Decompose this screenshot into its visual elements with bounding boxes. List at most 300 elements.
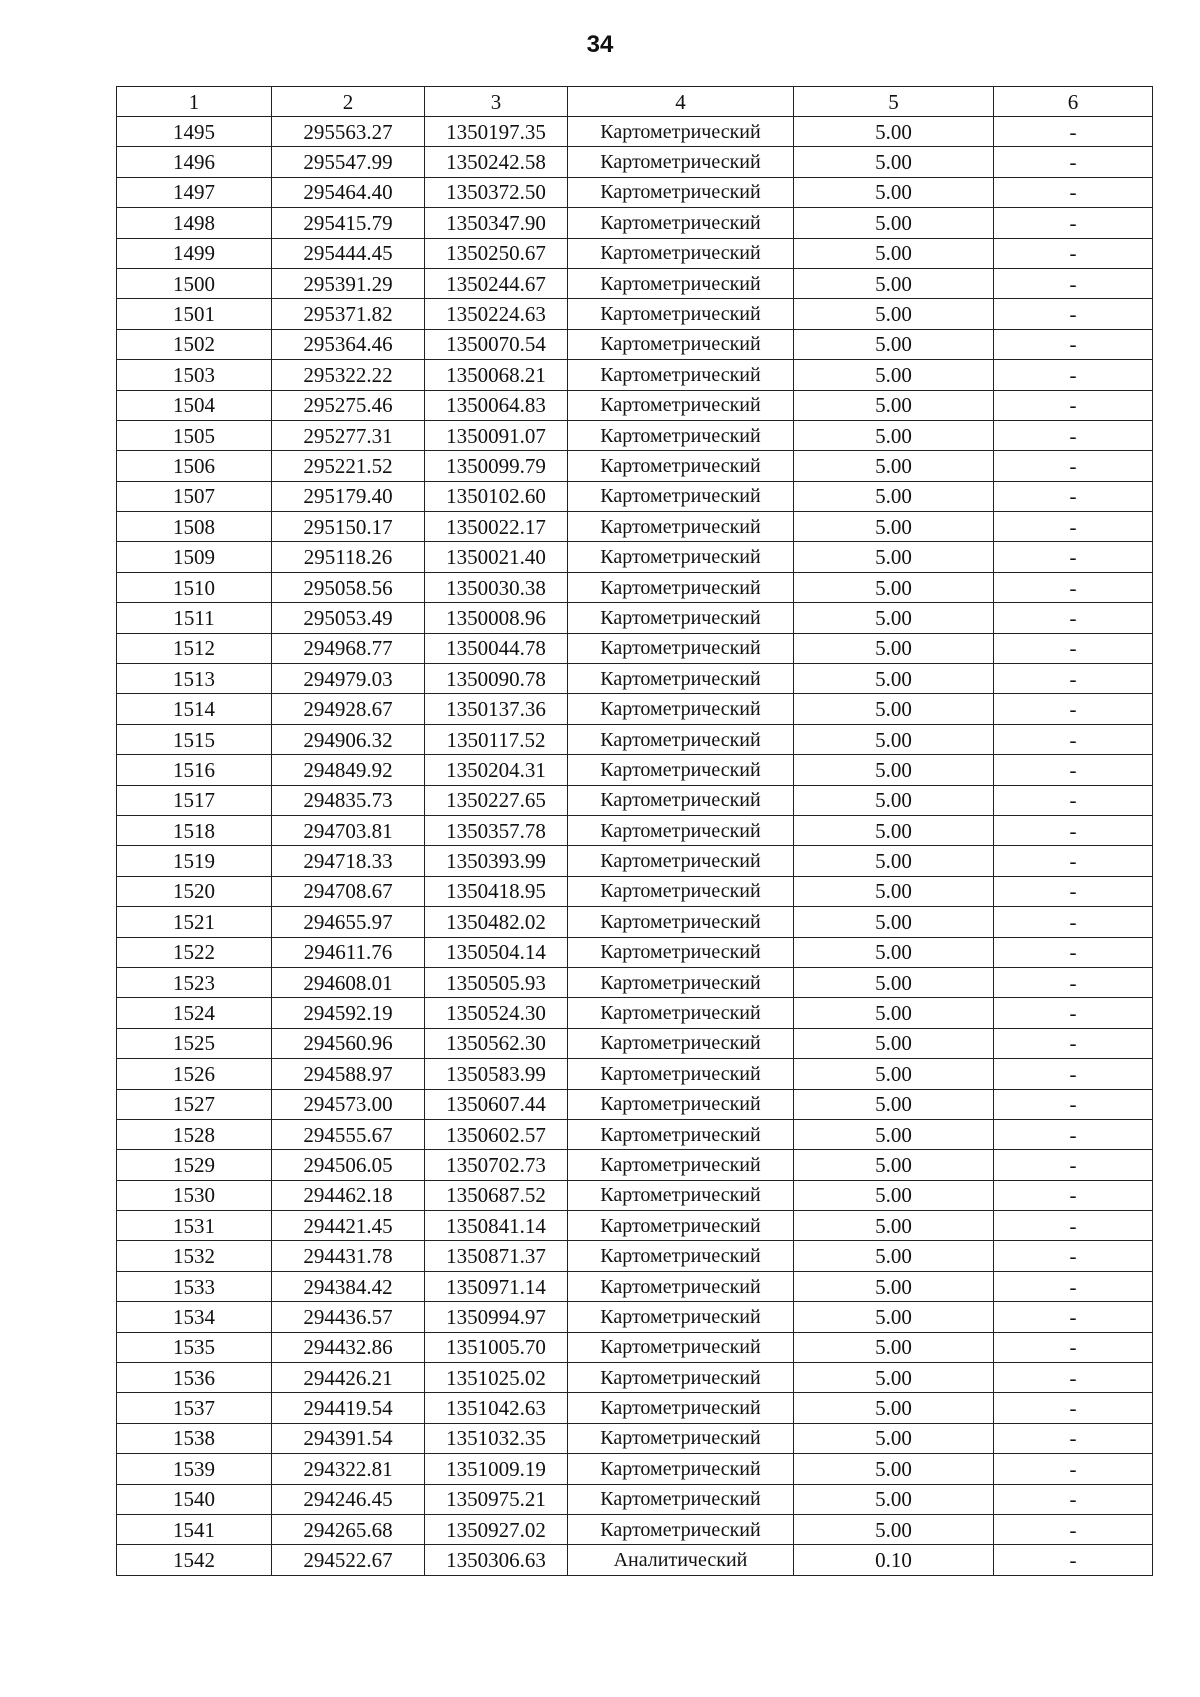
y-coordinate-cell: 1350583.99 bbox=[425, 1059, 568, 1089]
x-coordinate-cell: 294592.19 bbox=[272, 998, 425, 1028]
table-row bbox=[117, 1211, 1153, 1241]
y-coordinate-cell: 1350927.02 bbox=[425, 1514, 568, 1544]
x-coordinate-cell: 295322.22 bbox=[272, 360, 425, 390]
description-cell: - bbox=[994, 208, 1153, 238]
y-coordinate-cell: 1350357.78 bbox=[425, 815, 568, 845]
y-coordinate-cell: 1351005.70 bbox=[425, 1332, 568, 1362]
table-row bbox=[117, 390, 1153, 420]
method-cell: Картометрический bbox=[568, 329, 794, 359]
table-row bbox=[117, 1059, 1153, 1089]
method-cell: Картометрический bbox=[568, 1302, 794, 1332]
y-coordinate-cell: 1350607.44 bbox=[425, 1089, 568, 1119]
accuracy-cell: 5.00 bbox=[794, 1241, 994, 1271]
accuracy-cell: 5.00 bbox=[794, 1180, 994, 1210]
method-cell: Картометрический bbox=[568, 1211, 794, 1241]
table-row bbox=[117, 420, 1153, 450]
point-number-cell: 1520 bbox=[117, 876, 272, 906]
description-cell: - bbox=[994, 724, 1153, 754]
description-cell: - bbox=[994, 1393, 1153, 1423]
description-cell: - bbox=[994, 1332, 1153, 1362]
y-coordinate-cell: 1350504.14 bbox=[425, 937, 568, 967]
y-coordinate-cell: 1350090.78 bbox=[425, 664, 568, 694]
table-row bbox=[117, 907, 1153, 937]
point-number-cell: 1519 bbox=[117, 846, 272, 876]
description-cell: - bbox=[994, 815, 1153, 845]
method-cell: Картометрический bbox=[568, 208, 794, 238]
table-row bbox=[117, 998, 1153, 1028]
accuracy-cell: 5.00 bbox=[794, 1089, 994, 1119]
table-row bbox=[117, 1241, 1153, 1271]
description-cell: - bbox=[994, 1059, 1153, 1089]
description-cell: - bbox=[994, 967, 1153, 997]
description-cell: - bbox=[994, 846, 1153, 876]
point-number-cell: 1526 bbox=[117, 1059, 272, 1089]
y-coordinate-cell: 1350204.31 bbox=[425, 755, 568, 785]
description-cell: - bbox=[994, 694, 1153, 724]
point-number-cell: 1496 bbox=[117, 147, 272, 177]
table-row bbox=[117, 451, 1153, 481]
table-row bbox=[117, 238, 1153, 268]
table-row bbox=[117, 1150, 1153, 1180]
accuracy-cell: 5.00 bbox=[794, 815, 994, 845]
description-cell: - bbox=[994, 1302, 1153, 1332]
x-coordinate-cell: 294928.67 bbox=[272, 694, 425, 724]
column-header: 2 bbox=[272, 87, 425, 117]
table-row bbox=[117, 1545, 1153, 1575]
accuracy-cell: 5.00 bbox=[794, 238, 994, 268]
method-cell: Картометрический bbox=[568, 876, 794, 906]
point-number-cell: 1529 bbox=[117, 1150, 272, 1180]
y-coordinate-cell: 1350117.52 bbox=[425, 724, 568, 754]
y-coordinate-cell: 1350482.02 bbox=[425, 907, 568, 937]
x-coordinate-cell: 294436.57 bbox=[272, 1302, 425, 1332]
description-cell: - bbox=[994, 1514, 1153, 1544]
accuracy-cell: 5.00 bbox=[794, 177, 994, 207]
method-cell: Картометрический bbox=[568, 937, 794, 967]
x-coordinate-cell: 294979.03 bbox=[272, 664, 425, 694]
x-coordinate-cell: 295179.40 bbox=[272, 481, 425, 511]
table-row bbox=[117, 603, 1153, 633]
point-number-cell: 1505 bbox=[117, 420, 272, 450]
table-row bbox=[117, 694, 1153, 724]
x-coordinate-cell: 294462.18 bbox=[272, 1180, 425, 1210]
method-cell: Картометрический bbox=[568, 1423, 794, 1453]
table-row bbox=[117, 1271, 1153, 1301]
x-coordinate-cell: 294573.00 bbox=[272, 1089, 425, 1119]
point-number-cell: 1531 bbox=[117, 1211, 272, 1241]
accuracy-cell: 5.00 bbox=[794, 299, 994, 329]
point-number-cell: 1504 bbox=[117, 390, 272, 420]
x-coordinate-cell: 294522.67 bbox=[272, 1545, 425, 1575]
x-coordinate-cell: 294419.54 bbox=[272, 1393, 425, 1423]
y-coordinate-cell: 1350250.67 bbox=[425, 238, 568, 268]
accuracy-cell: 5.00 bbox=[794, 785, 994, 815]
description-cell: - bbox=[994, 147, 1153, 177]
description-cell: - bbox=[994, 390, 1153, 420]
method-cell: Картометрический bbox=[568, 1332, 794, 1362]
x-coordinate-cell: 294506.05 bbox=[272, 1150, 425, 1180]
method-cell: Картометрический bbox=[568, 694, 794, 724]
point-number-cell: 1534 bbox=[117, 1302, 272, 1332]
column-header: 4 bbox=[568, 87, 794, 117]
method-cell: Картометрический bbox=[568, 360, 794, 390]
page-number: 34 bbox=[586, 31, 614, 58]
table-row bbox=[117, 1180, 1153, 1210]
y-coordinate-cell: 1350347.90 bbox=[425, 208, 568, 238]
x-coordinate-cell: 294560.96 bbox=[272, 1028, 425, 1058]
x-coordinate-cell: 295221.52 bbox=[272, 451, 425, 481]
description-cell: - bbox=[994, 785, 1153, 815]
point-number-cell: 1530 bbox=[117, 1180, 272, 1210]
x-coordinate-cell: 294384.42 bbox=[272, 1271, 425, 1301]
accuracy-cell: 5.00 bbox=[794, 1271, 994, 1301]
table-row bbox=[117, 1302, 1153, 1332]
point-number-cell: 1506 bbox=[117, 451, 272, 481]
method-cell: Картометрический bbox=[568, 633, 794, 663]
table-row bbox=[117, 1028, 1153, 1058]
method-cell: Картометрический bbox=[568, 268, 794, 298]
description-cell: - bbox=[994, 1545, 1153, 1575]
description-cell: - bbox=[994, 664, 1153, 694]
method-cell: Картометрический bbox=[568, 1271, 794, 1301]
description-cell: - bbox=[994, 299, 1153, 329]
point-number-cell: 1507 bbox=[117, 481, 272, 511]
table-row bbox=[117, 1363, 1153, 1393]
table-body bbox=[117, 117, 1153, 1576]
point-number-cell: 1539 bbox=[117, 1454, 272, 1484]
y-coordinate-cell: 1350602.57 bbox=[425, 1119, 568, 1149]
y-coordinate-cell: 1350099.79 bbox=[425, 451, 568, 481]
description-cell: - bbox=[994, 117, 1153, 147]
point-number-cell: 1535 bbox=[117, 1332, 272, 1362]
y-coordinate-cell: 1351032.35 bbox=[425, 1423, 568, 1453]
accuracy-cell: 5.00 bbox=[794, 451, 994, 481]
accuracy-cell: 5.00 bbox=[794, 1332, 994, 1362]
method-cell: Картометрический bbox=[568, 238, 794, 268]
accuracy-cell: 5.00 bbox=[794, 512, 994, 542]
x-coordinate-cell: 295150.17 bbox=[272, 512, 425, 542]
y-coordinate-cell: 1350994.97 bbox=[425, 1302, 568, 1332]
description-cell: - bbox=[994, 755, 1153, 785]
description-cell: - bbox=[994, 1454, 1153, 1484]
y-coordinate-cell: 1350975.21 bbox=[425, 1484, 568, 1514]
accuracy-cell: 5.00 bbox=[794, 937, 994, 967]
accuracy-cell: 5.00 bbox=[794, 360, 994, 390]
column-header: 6 bbox=[994, 87, 1153, 117]
accuracy-cell: 5.00 bbox=[794, 907, 994, 937]
y-coordinate-cell: 1350064.83 bbox=[425, 390, 568, 420]
point-number-cell: 1517 bbox=[117, 785, 272, 815]
point-number-cell: 1533 bbox=[117, 1271, 272, 1301]
table-row bbox=[117, 664, 1153, 694]
point-number-cell: 1500 bbox=[117, 268, 272, 298]
point-number-cell: 1541 bbox=[117, 1514, 272, 1544]
point-number-cell: 1497 bbox=[117, 177, 272, 207]
point-number-cell: 1512 bbox=[117, 633, 272, 663]
method-cell: Картометрический bbox=[568, 1363, 794, 1393]
accuracy-cell: 5.00 bbox=[794, 390, 994, 420]
point-number-cell: 1508 bbox=[117, 512, 272, 542]
table-row bbox=[117, 360, 1153, 390]
x-coordinate-cell: 295118.26 bbox=[272, 542, 425, 572]
x-coordinate-cell: 294391.54 bbox=[272, 1423, 425, 1453]
accuracy-cell: 5.00 bbox=[794, 967, 994, 997]
header-row bbox=[117, 87, 1153, 117]
point-number-cell: 1509 bbox=[117, 542, 272, 572]
description-cell: - bbox=[994, 512, 1153, 542]
method-cell: Картометрический bbox=[568, 1514, 794, 1544]
x-coordinate-cell: 295371.82 bbox=[272, 299, 425, 329]
point-number-cell: 1498 bbox=[117, 208, 272, 238]
accuracy-cell: 5.00 bbox=[794, 633, 994, 663]
y-coordinate-cell: 1350372.50 bbox=[425, 177, 568, 207]
method-cell: Картометрический bbox=[568, 147, 794, 177]
point-number-cell: 1502 bbox=[117, 329, 272, 359]
method-cell: Картометрический bbox=[568, 177, 794, 207]
y-coordinate-cell: 1350702.73 bbox=[425, 1150, 568, 1180]
table-row bbox=[117, 117, 1153, 147]
method-cell: Картометрический bbox=[568, 1393, 794, 1423]
point-number-cell: 1521 bbox=[117, 907, 272, 937]
accuracy-cell: 5.00 bbox=[794, 1211, 994, 1241]
description-cell: - bbox=[994, 1484, 1153, 1514]
y-coordinate-cell: 1350242.58 bbox=[425, 147, 568, 177]
method-cell: Картометрический bbox=[568, 755, 794, 785]
y-coordinate-cell: 1350044.78 bbox=[425, 633, 568, 663]
description-cell: - bbox=[994, 481, 1153, 511]
table-row bbox=[117, 177, 1153, 207]
point-number-cell: 1522 bbox=[117, 937, 272, 967]
y-coordinate-cell: 1350070.54 bbox=[425, 329, 568, 359]
description-cell: - bbox=[994, 420, 1153, 450]
y-coordinate-cell: 1350008.96 bbox=[425, 603, 568, 633]
x-coordinate-cell: 295053.49 bbox=[272, 603, 425, 633]
description-cell: - bbox=[994, 876, 1153, 906]
point-number-cell: 1540 bbox=[117, 1484, 272, 1514]
table-row bbox=[117, 481, 1153, 511]
x-coordinate-cell: 294906.32 bbox=[272, 724, 425, 754]
x-coordinate-cell: 294703.81 bbox=[272, 815, 425, 845]
x-coordinate-cell: 294431.78 bbox=[272, 1241, 425, 1271]
table-row bbox=[117, 512, 1153, 542]
x-coordinate-cell: 294265.68 bbox=[272, 1514, 425, 1544]
method-cell: Картометрический bbox=[568, 420, 794, 450]
point-number-cell: 1499 bbox=[117, 238, 272, 268]
point-number-cell: 1516 bbox=[117, 755, 272, 785]
table-row bbox=[117, 785, 1153, 815]
table-row bbox=[117, 755, 1153, 785]
description-cell: - bbox=[994, 603, 1153, 633]
y-coordinate-cell: 1350971.14 bbox=[425, 1271, 568, 1301]
point-number-cell: 1524 bbox=[117, 998, 272, 1028]
y-coordinate-cell: 1350022.17 bbox=[425, 512, 568, 542]
accuracy-cell: 5.00 bbox=[794, 1454, 994, 1484]
method-cell: Картометрический bbox=[568, 907, 794, 937]
x-coordinate-cell: 295563.27 bbox=[272, 117, 425, 147]
y-coordinate-cell: 1350091.07 bbox=[425, 420, 568, 450]
y-coordinate-cell: 1351025.02 bbox=[425, 1363, 568, 1393]
method-cell: Картометрический bbox=[568, 390, 794, 420]
method-cell: Картометрический bbox=[568, 967, 794, 997]
table-row bbox=[117, 633, 1153, 663]
accuracy-cell: 5.00 bbox=[794, 420, 994, 450]
accuracy-cell: 5.00 bbox=[794, 117, 994, 147]
description-cell: - bbox=[994, 268, 1153, 298]
y-coordinate-cell: 1350524.30 bbox=[425, 998, 568, 1028]
method-cell: Картометрический bbox=[568, 299, 794, 329]
accuracy-cell: 5.00 bbox=[794, 603, 994, 633]
point-number-cell: 1513 bbox=[117, 664, 272, 694]
table-row bbox=[117, 1484, 1153, 1514]
point-number-cell: 1525 bbox=[117, 1028, 272, 1058]
y-coordinate-cell: 1350871.37 bbox=[425, 1241, 568, 1271]
x-coordinate-cell: 295364.46 bbox=[272, 329, 425, 359]
description-cell: - bbox=[994, 907, 1153, 937]
description-cell: - bbox=[994, 1150, 1153, 1180]
accuracy-cell: 5.00 bbox=[794, 724, 994, 754]
y-coordinate-cell: 1350306.63 bbox=[425, 1545, 568, 1575]
x-coordinate-cell: 294835.73 bbox=[272, 785, 425, 815]
x-coordinate-cell: 294588.97 bbox=[272, 1059, 425, 1089]
x-coordinate-cell: 295464.40 bbox=[272, 177, 425, 207]
x-coordinate-cell: 295275.46 bbox=[272, 390, 425, 420]
description-cell: - bbox=[994, 1271, 1153, 1301]
method-cell: Картометрический bbox=[568, 1454, 794, 1484]
y-coordinate-cell: 1351042.63 bbox=[425, 1393, 568, 1423]
accuracy-cell: 5.00 bbox=[794, 1150, 994, 1180]
table-row bbox=[117, 967, 1153, 997]
description-cell: - bbox=[994, 329, 1153, 359]
description-cell: - bbox=[994, 451, 1153, 481]
x-coordinate-cell: 294718.33 bbox=[272, 846, 425, 876]
table-row bbox=[117, 937, 1153, 967]
y-coordinate-cell: 1350137.36 bbox=[425, 694, 568, 724]
y-coordinate-cell: 1350562.30 bbox=[425, 1028, 568, 1058]
y-coordinate-cell: 1350068.21 bbox=[425, 360, 568, 390]
table-row bbox=[117, 815, 1153, 845]
point-number-cell: 1501 bbox=[117, 299, 272, 329]
method-cell: Картометрический bbox=[568, 724, 794, 754]
y-coordinate-cell: 1351009.19 bbox=[425, 1454, 568, 1484]
description-cell: - bbox=[994, 1180, 1153, 1210]
method-cell: Картометрический bbox=[568, 998, 794, 1028]
table-row bbox=[117, 846, 1153, 876]
coordinates-table bbox=[116, 86, 1153, 1576]
y-coordinate-cell: 1350393.99 bbox=[425, 846, 568, 876]
column-header: 3 bbox=[425, 87, 568, 117]
method-cell: Картометрический bbox=[568, 542, 794, 572]
y-coordinate-cell: 1350418.95 bbox=[425, 876, 568, 906]
method-cell: Картометрический bbox=[568, 664, 794, 694]
method-cell: Картометрический bbox=[568, 1059, 794, 1089]
point-number-cell: 1510 bbox=[117, 572, 272, 602]
point-number-cell: 1536 bbox=[117, 1363, 272, 1393]
method-cell: Картометрический bbox=[568, 603, 794, 633]
point-number-cell: 1495 bbox=[117, 117, 272, 147]
table-row bbox=[117, 1514, 1153, 1544]
x-coordinate-cell: 294608.01 bbox=[272, 967, 425, 997]
accuracy-cell: 5.00 bbox=[794, 694, 994, 724]
method-cell: Картометрический bbox=[568, 785, 794, 815]
accuracy-cell: 5.00 bbox=[794, 268, 994, 298]
method-cell: Картометрический bbox=[568, 481, 794, 511]
accuracy-cell: 5.00 bbox=[794, 1484, 994, 1514]
point-number-cell: 1542 bbox=[117, 1545, 272, 1575]
y-coordinate-cell: 1350841.14 bbox=[425, 1211, 568, 1241]
table-row bbox=[117, 299, 1153, 329]
description-cell: - bbox=[994, 1119, 1153, 1149]
method-cell: Картометрический bbox=[568, 1180, 794, 1210]
method-cell: Картометрический bbox=[568, 1089, 794, 1119]
accuracy-cell: 5.00 bbox=[794, 542, 994, 572]
description-cell: - bbox=[994, 360, 1153, 390]
accuracy-cell: 5.00 bbox=[794, 1119, 994, 1149]
accuracy-cell: 5.00 bbox=[794, 998, 994, 1028]
x-coordinate-cell: 294968.77 bbox=[272, 633, 425, 663]
method-cell: Картометрический bbox=[568, 1028, 794, 1058]
x-coordinate-cell: 294555.67 bbox=[272, 1119, 425, 1149]
y-coordinate-cell: 1350687.52 bbox=[425, 1180, 568, 1210]
accuracy-cell: 5.00 bbox=[794, 147, 994, 177]
point-number-cell: 1527 bbox=[117, 1089, 272, 1119]
table-row bbox=[117, 268, 1153, 298]
x-coordinate-cell: 294426.21 bbox=[272, 1363, 425, 1393]
accuracy-cell: 5.00 bbox=[794, 876, 994, 906]
description-cell: - bbox=[994, 998, 1153, 1028]
table-row bbox=[117, 1454, 1153, 1484]
accuracy-cell: 5.00 bbox=[794, 1514, 994, 1544]
accuracy-cell: 5.00 bbox=[794, 1393, 994, 1423]
accuracy-cell: 5.00 bbox=[794, 1302, 994, 1332]
y-coordinate-cell: 1350102.60 bbox=[425, 481, 568, 511]
table-row bbox=[117, 1089, 1153, 1119]
description-cell: - bbox=[994, 238, 1153, 268]
x-coordinate-cell: 294246.45 bbox=[272, 1484, 425, 1514]
description-cell: - bbox=[994, 633, 1153, 663]
x-coordinate-cell: 295058.56 bbox=[272, 572, 425, 602]
x-coordinate-cell: 294421.45 bbox=[272, 1211, 425, 1241]
table-row bbox=[117, 1423, 1153, 1453]
accuracy-cell: 5.00 bbox=[794, 846, 994, 876]
method-cell: Картометрический bbox=[568, 512, 794, 542]
method-cell: Картометрический bbox=[568, 117, 794, 147]
point-number-cell: 1532 bbox=[117, 1241, 272, 1271]
point-number-cell: 1518 bbox=[117, 815, 272, 845]
accuracy-cell: 5.00 bbox=[794, 755, 994, 785]
description-cell: - bbox=[994, 572, 1153, 602]
y-coordinate-cell: 1350224.63 bbox=[425, 299, 568, 329]
description-cell: - bbox=[994, 1423, 1153, 1453]
point-number-cell: 1538 bbox=[117, 1423, 272, 1453]
table-row bbox=[117, 572, 1153, 602]
table-row bbox=[117, 1393, 1153, 1423]
x-coordinate-cell: 294322.81 bbox=[272, 1454, 425, 1484]
table-row bbox=[117, 208, 1153, 238]
point-number-cell: 1515 bbox=[117, 724, 272, 754]
description-cell: - bbox=[994, 1241, 1153, 1271]
accuracy-cell: 5.00 bbox=[794, 208, 994, 238]
accuracy-cell: 5.00 bbox=[794, 572, 994, 602]
x-coordinate-cell: 294611.76 bbox=[272, 937, 425, 967]
x-coordinate-cell: 295444.45 bbox=[272, 238, 425, 268]
method-cell: Картометрический bbox=[568, 1241, 794, 1271]
x-coordinate-cell: 294708.67 bbox=[272, 876, 425, 906]
method-cell: Картометрический bbox=[568, 1119, 794, 1149]
table-row bbox=[117, 542, 1153, 572]
point-number-cell: 1523 bbox=[117, 967, 272, 997]
method-cell: Картометрический bbox=[568, 1484, 794, 1514]
method-cell: Картометрический bbox=[568, 572, 794, 602]
